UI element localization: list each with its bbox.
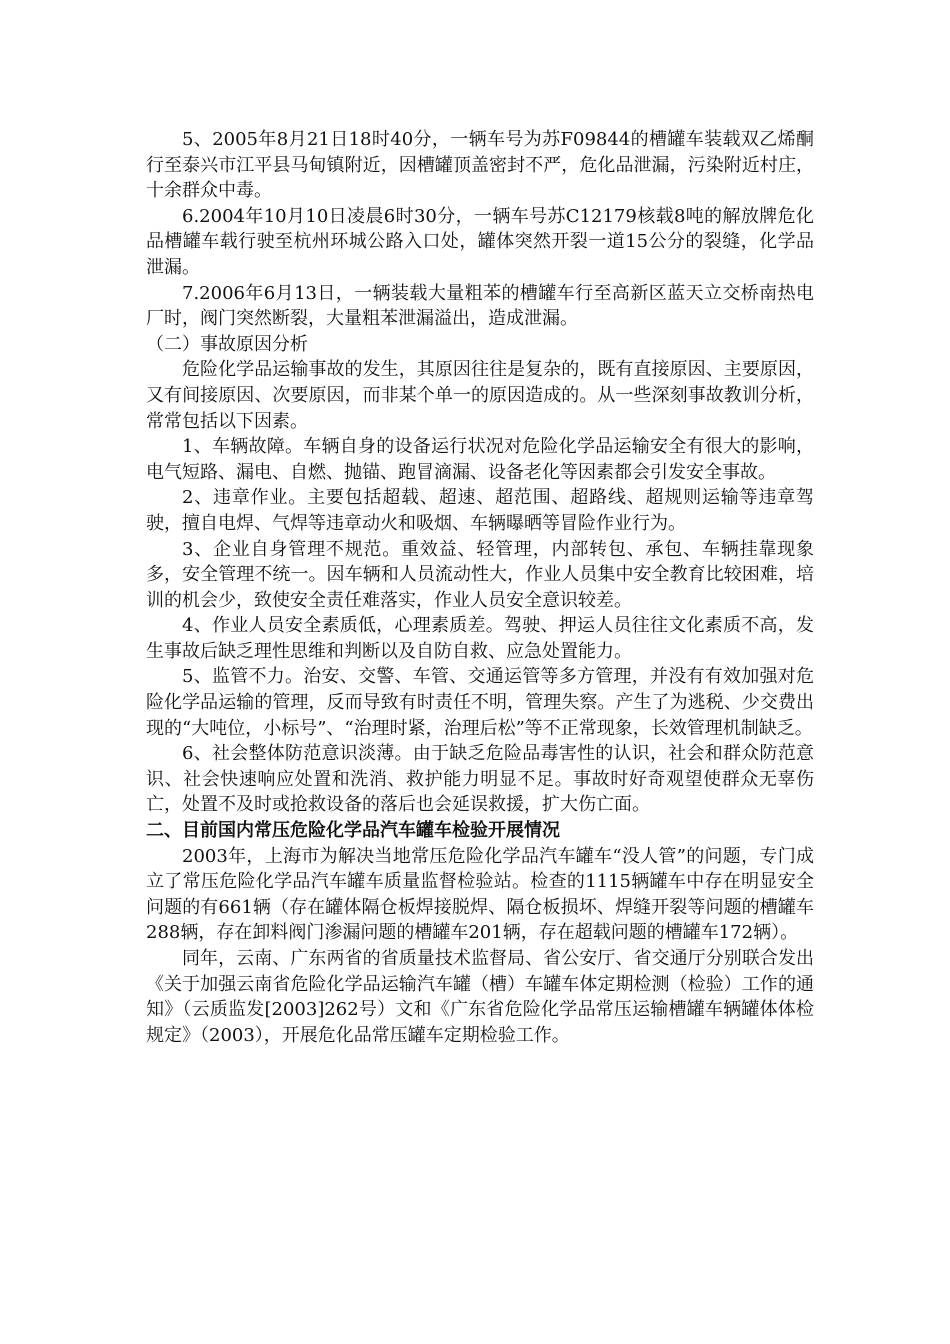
paragraph-cause-personnel: 4、作业人员安全素质低，心理素质差。驾驶、押运人员往往文化素质不高，发生事故后缺乏理性思维和判断以及自防自救、应急处置能力。 (146, 615, 814, 662)
paragraph-accident-7: 7.2006年6月13日，一辆装载大量粗苯的槽罐车行至高新区蓝天立交桥南热电厂时，阀门突然断裂，大量粗苯泄漏溢出，造成泄漏。 (146, 282, 814, 330)
document-page (146, 127, 814, 1048)
paragraph-cause-awareness: 6、社会整体防范意识淡薄。由于缺乏危险品毒害性的认识，社会和群众防范意识、社会快速响应处置和洗消、救护能力明显不足。事故时好奇观望使群众无辜伤亡，处置不及时或抢救设备的落后也会延误救援，扩大伤亡面。 (146, 743, 814, 816)
paragraph-cause-management: 3、企业自身管理不规范。重效益、轻管理，内部转包、承包、车辆挂靠现象多，安全管理不统一。因车辆和人员流动性大，作业人员集中安全教育比较困难，培训的机会少，致使安全责任难落实，作业人员安全意识较差。 (146, 538, 814, 611)
paragraph-cause-supervision: 5、监管不力。治安、交警、车管、交通运管等多方管理，并没有有效加强对危险化学品运输的管理，反而导致有时责任不明，管理失察。产生了为逃税、少交费出现的“大吨位，小标号”、“治理时紧，治理后松”等不正常现象，长效管理机制缺乏。 (146, 666, 814, 739)
paragraph-accident-6: 6.2004年10月10日凌晨6时30分，一辆车号苏C12179核载8吨的解放牌危化品槽罐车载行驶至杭州环城公路入口处，罐体突然开裂一道15公分的裂缝，化学品泄漏。 (146, 205, 814, 278)
paragraph-accident-5: 5、2005年8月21日18时40分，一辆车号为苏F09844的槽罐车装载双乙烯酮行至泰兴市江平县马甸镇附近，因槽罐顶盖密封不严，危化品泄漏，污染附近村庄，十余群众中毒。 (146, 129, 814, 202)
paragraph-cause-intro: 危险化学品运输事故的发生，其原因往往是复杂的，既有直接原因、主要原因，又有间接原因、次要原因，而非某个单一的原因造成的。从一些深刻事故教训分析，常常包括以下因素。 (146, 359, 814, 432)
paragraph-shanghai: 2003年，上海市为解决当地常压危险化学品汽车罐车“没人管”的问题，专门成立了常压危险化学品汽车罐车质量监督检验站。检查的1115辆罐车中存在明显安全问题的有661辆（存在罐体隔仓板焊接脱焊、隔仓板损坏、焊缝开裂等问题的槽罐车288辆，存在卸料阀门渗漏问题的槽罐车201辆，存在超载问题的槽罐车172辆）。 (146, 845, 814, 944)
paragraph-cause-vehicle: 1、车辆故障。车辆自身的设备运行状况对危险化学品运输安全有很大的影响，电气短路、漏电、自燃、抛锚、跑冒滴漏、设备老化等因素都会引发安全事故。 (146, 436, 814, 483)
paragraph-cause-violation: 2、违章作业。主要包括超载、超速、超范围、超路线、超规则运输等违章驾驶，擅自电焊、气焊等违章动火和吸烟、车辆曝晒等冒险作业行为。 (146, 487, 814, 534)
subheading-cause-analysis: （二）事故原因分析 (146, 333, 308, 355)
section-heading-inspection: 二、目前国内常压危险化学品汽车罐车检验开展情况 (146, 820, 560, 842)
paragraph-yunnan-guangdong: 同年，云南、广东两省的省质量技术监督局、省公安厅、省交通厅分别联合发出《关于加强云南省危险化学品运输汽车罐（槽）车罐车体定期检测（检验）工作的通知》（云质监发[2003]262号）文和《广东省危险化学品常压运输槽罐车辆罐体体检规定》（2003），开展危化品常压罐车定期检验工作。 (146, 948, 814, 1046)
